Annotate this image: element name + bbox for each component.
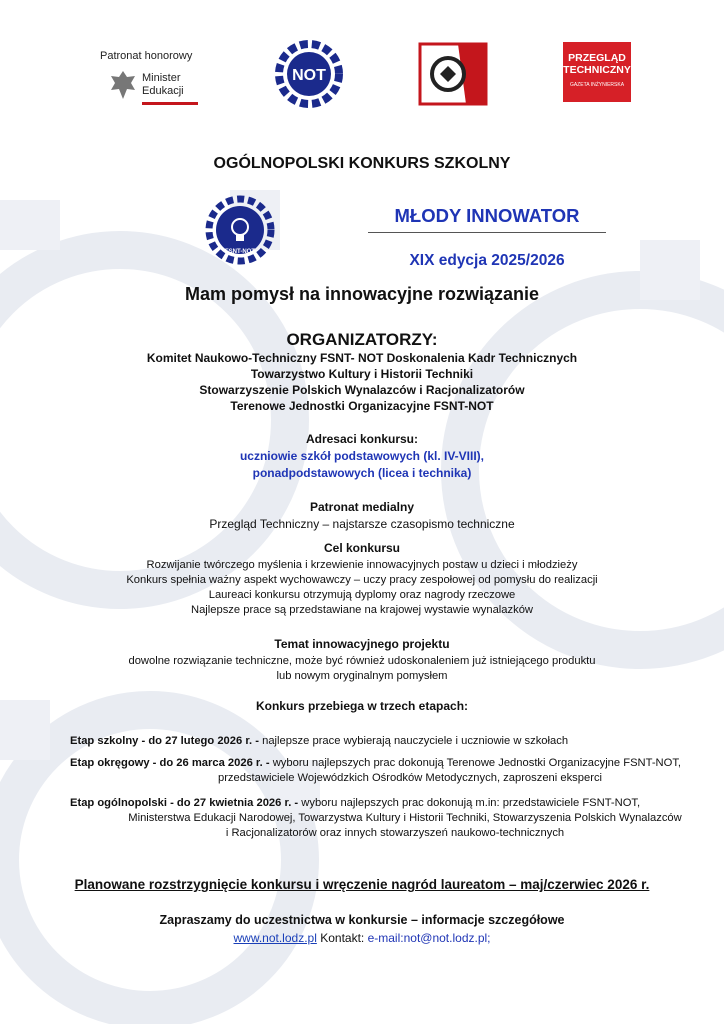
- subtitle: Mam pomysł na innowacyjne rozwiązanie: [184, 284, 540, 304]
- goal-item: Konkurs spełnia ważny aspekt wychowawczy – uczy pracy zespołowej od pomysłu do realizacji: [126, 574, 598, 586]
- organizer-item: Komitet Naukowo-Techniczny FSNT- NOT Doskonalenia Kadr Technicznych: [146, 351, 578, 365]
- contact-label: Kontakt:: [320, 931, 365, 945]
- media-text: Przegląd Techniczny – najstarsze czasopismo techniczne: [209, 517, 515, 531]
- goal-item: Najlepsze prace są przedstawiane na krajowej wystawie wynalazków: [191, 604, 533, 616]
- przeglad-line-2: TECHNICZNY: [563, 64, 631, 76]
- goal-item: Rozwijanie twórczego myślenia i krzewienie innowacyjnych postaw u dzieci i młodzieży: [146, 559, 578, 571]
- contest-kicker: OGÓLNOPOLSKI KONKURS SZKOLNY: [213, 155, 511, 172]
- stage-district-text-2: przedstawiciele Wojewódzkich Ośrodków Metodycznych, zaproszeni eksperci: [217, 772, 603, 784]
- stage-national-text-3: i Racjonalizatorów oraz innych stowarzyszeń naukowo-technicznych: [225, 827, 565, 839]
- stages-heading: Konkurs przebiega w trzech etapach:: [255, 699, 469, 713]
- eagle-icon: [108, 68, 138, 102]
- edition: XIX edycja 2025/2026: [409, 252, 565, 269]
- organizer-item: Terenowe Jednostki Organizacyjne FSNT-NOT: [230, 399, 494, 413]
- przeglad-subtitle: GAZETA INŻYNIERSKA: [569, 82, 625, 88]
- stage-district-label: Etap okręgowy - do 26 marca 2026 r. -: [70, 757, 270, 769]
- invite-text: Zapraszamy do uczestnictwa w konkursie – informacje szczegółowe: [159, 913, 565, 927]
- goal-item: Laureaci konkursu otrzymują dyplomy oraz nagrody rzeczowe: [208, 589, 516, 601]
- not-logo: [275, 40, 343, 108]
- addressee-line-2: ponadpodstawowych (licea i technika): [252, 466, 472, 480]
- stage-national-label: Etap ogólnopolski - do 27 kwietnia 2026 r. -: [70, 797, 299, 809]
- fsnt-badge: [205, 195, 275, 265]
- przeglad-line-1: PRZEGLĄD: [568, 52, 626, 64]
- organizer-item: Towarzystwo Kultury i Historii Techniki: [250, 367, 474, 381]
- stage-national: [70, 796, 710, 841]
- stage-district-text-1: wyboru najlepszych prac dokonują Terenowe Jednostki Organizacyjne FSNT-NOT,: [272, 757, 682, 769]
- minister-logo: [108, 68, 198, 108]
- website-link[interactable]: www.not.lodz.pl: [233, 931, 317, 945]
- stage-national-text-2: Ministerstwa Edukacji Narodowej, Towarzystwa Kultury i Historii Techniki, Stowarzyszenia Polskich Wynalazców: [128, 812, 682, 824]
- organizer-item: Stowarzyszenie Polskich Wynalazców i Racjonalizatorów: [199, 383, 525, 397]
- przeglad-logo: [563, 42, 631, 102]
- title-divider: [368, 232, 606, 233]
- patronat-label: Patronat honorowy: [100, 50, 193, 62]
- goal-heading: Cel konkursu: [323, 541, 401, 555]
- spwir-logo: [418, 40, 490, 108]
- goal-list: [0, 558, 724, 618]
- minister-line-1: Minister: [142, 72, 181, 84]
- topic-text: [0, 654, 724, 684]
- topic-line-2: lub nowym oryginalnym pomysłem: [276, 670, 448, 682]
- topic-heading: Temat innowacyjnego projektu: [274, 637, 450, 651]
- media-heading: Patronat medialny: [309, 500, 415, 514]
- topic-line-1: dowolne rozwiązanie techniczne, może być również udoskonaleniem już istniejącego produktu: [128, 655, 596, 667]
- contest-name: MŁODY INNOWATOR: [394, 205, 580, 226]
- minister-line-2: Edukacji: [142, 85, 184, 97]
- stage-school: [70, 734, 710, 749]
- contact-line: [0, 931, 724, 945]
- organizers-heading: ORGANIZATORZY:: [286, 330, 438, 349]
- stage-school-label: Etap szkolny - do 27 lutego 2026 r. -: [70, 735, 259, 747]
- email-link[interactable]: e-mail:not@not.lodz.pl;: [367, 931, 491, 945]
- addressees-list: [0, 448, 724, 482]
- addressee-line-1: uczniowie szkół podstawowych (kl. IV-VIII),: [239, 449, 485, 463]
- planned-resolution: Planowane rozstrzygnięcie konkursu i wręczenie nagród laureatom – maj/czerwiec 2026 r.: [74, 877, 650, 892]
- organizers-list: [0, 350, 724, 414]
- stage-national-text-1: wyboru najlepszych prac dokonują m.in: przedstawiciele FSNT-NOT,: [301, 797, 641, 809]
- addressees-heading: Adresaci konkursu:: [305, 432, 419, 446]
- stage-school-text: najlepsze prace wybierają nauczyciele i uczniowie w szkołach: [262, 735, 569, 747]
- svg-text:FSNT-NOT: FSNT-NOT: [225, 249, 255, 255]
- svg-text:NOT: NOT: [292, 67, 326, 84]
- stage-district: [70, 756, 710, 786]
